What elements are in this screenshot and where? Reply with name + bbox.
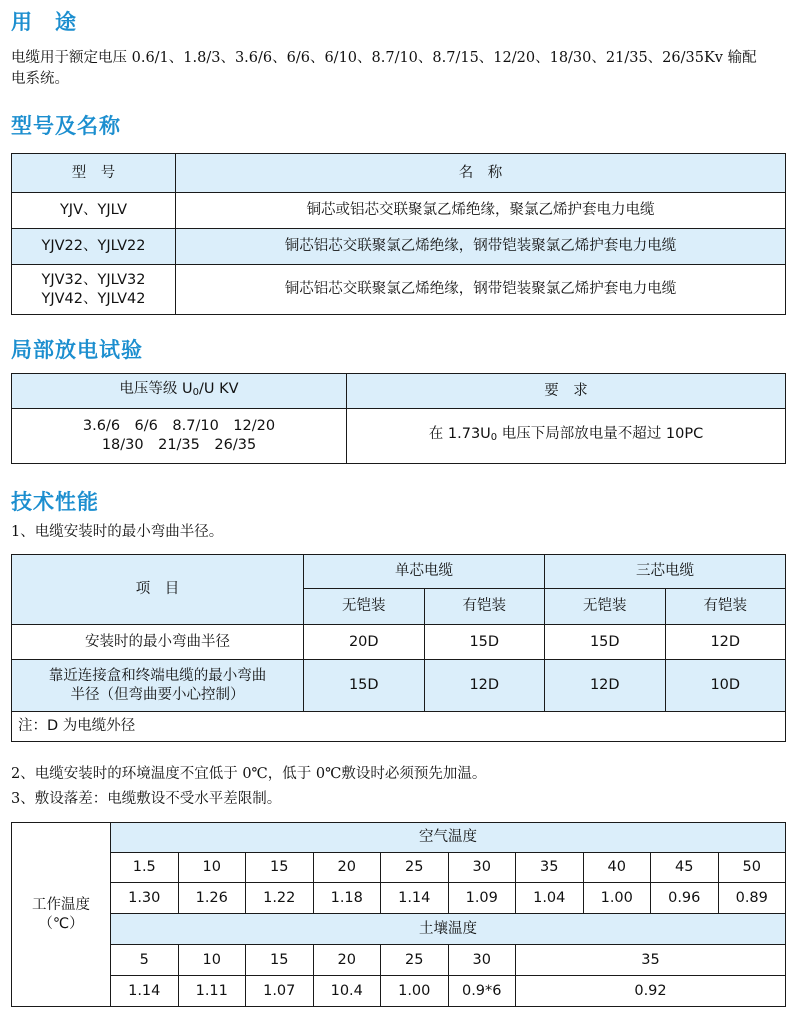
air-factor: 1.09 [448,883,516,914]
soil-factors-row [12,976,786,1007]
models-header-row [12,154,786,193]
bend-note: 注：D 为电缆外径 [12,712,786,742]
discharge-col-voltage: 电压等级 $U_0/U$ KV [12,374,347,409]
temperature-table [11,822,786,1007]
tech-item-3: 3、敷设落差：电缆敷设不受水平差限制。 [11,791,282,807]
air-factor: 1.18 [313,883,381,914]
bend-sub-unarmored: 无铠装 [304,589,425,625]
soil-temp: 20 [313,945,381,976]
soil-factor: 1.11 [178,976,246,1007]
usage-text-line2: 电系统。 [11,71,69,87]
tech-item-2: 2、电缆安装时的环境温度不宜低于 0℃，低于 0℃敷设时必须预先加温。 [11,766,487,782]
air-factor: 1.14 [381,883,449,914]
air-temp-title: 空气温度 [111,823,786,853]
bend-value: 12D [545,660,666,712]
model-cell [12,265,176,315]
air-temp: 25 [381,853,449,883]
name-cell: 铜芯或铝芯交联聚氯乙烯绝缘，聚氯乙烯护套电力电缆 [176,193,786,229]
discharge-table [11,373,786,464]
soil-factor: 0.92 [516,976,786,1007]
model-cell: YJV、YJLV [12,193,176,229]
bend-row-label: 安装时的最小弯曲半径 [12,625,304,660]
usage-text [11,48,757,90]
tech-heading: 技术性能 [11,490,99,514]
bend-header-row [12,555,786,589]
soil-factor: 1.14 [111,976,179,1007]
air-temps-row [12,853,786,883]
air-temp: 30 [448,853,516,883]
discharge-header-row [12,374,786,409]
air-temp: 20 [313,853,381,883]
air-temp: 15 [246,853,314,883]
bend-col-three: 三芯电缆 [545,555,786,589]
soil-temp: 30 [448,945,516,976]
models-table [11,153,786,315]
discharge-col-requirement: 要 求 [347,374,786,409]
bend-value: 15D [304,660,425,712]
bend-col-item: 项 目 [12,555,304,625]
soil-temp: 10 [178,945,246,976]
model-line2: YJV42、YJLV42 [41,290,146,307]
air-temp: 10 [178,853,246,883]
air-factor: 1.04 [516,883,584,914]
bend-value: 12D [665,625,786,660]
requirement-cell: 在 $1.73U_0$ 电压下局部放电量不超过 10PC [347,409,786,464]
name-cell: 铜芯铝芯交联聚氯乙烯绝缘，钢带铠装聚氯乙烯护套电力电缆 [176,265,786,315]
soil-factor: 1.00 [381,976,449,1007]
models-heading: 型号及名称 [11,114,121,138]
bend-value: 12D [424,660,545,712]
soil-factor: 0.9*6 [448,976,516,1007]
soil-temp-title: 土壤温度 [111,914,786,945]
usage-heading: 用 途 [11,10,77,34]
bend-value: 20D [304,625,425,660]
bend-row-label: 靠近连接盒和终端电缆的最小弯曲 半径（但弯曲要小心控制） [12,660,304,712]
air-temp: 1.5 [111,853,179,883]
air-temp: 45 [651,853,719,883]
soil-temp: 15 [246,945,314,976]
air-factor: 0.89 [718,883,786,914]
name-cell: 铜芯铝芯交联聚氯乙烯绝缘，钢带铠装聚氯乙烯护套电力电缆 [176,229,786,265]
usage-text-line1: 电缆用于额定电压 0.6/1、1.8/3、3.6/6、6/6、6/10、8.7/10、8.7/15、12/20、18/30、21/35、26/35Kv 输配 [11,50,757,66]
air-factor: 0.96 [651,883,719,914]
bend-radius-table [11,554,786,742]
models-col-name: 名 称 [176,154,786,193]
air-factor: 1.00 [583,883,651,914]
models-col-model: 型 号 [12,154,176,193]
soil-temp: 35 [516,945,786,976]
bend-value: 10D [665,660,786,712]
bend-note-row [12,712,786,742]
discharge-heading: 局部放电试验 [11,338,143,362]
soil-temp: 25 [381,945,449,976]
table-row [12,409,786,464]
air-factor: 1.30 [111,883,179,914]
air-temp: 50 [718,853,786,883]
table-row [12,660,786,712]
soil-temps-row [12,945,786,976]
air-title-row [12,823,786,853]
bend-sub-armored: 有铠装 [424,589,545,625]
bend-sub-unarmored: 无铠装 [545,589,666,625]
air-temp: 35 [516,853,584,883]
table-row [12,625,786,660]
bend-col-single: 单芯电缆 [304,555,545,589]
table-row [12,193,786,229]
tech-item-1: 1、电缆安装时的最小弯曲半径。 [11,524,224,540]
soil-title-row [12,914,786,945]
bend-value: 15D [424,625,545,660]
air-factor: 1.22 [246,883,314,914]
soil-factor: 10.4 [313,976,381,1007]
soil-temp: 5 [111,945,179,976]
model-line1: YJV32、YJLV32 [41,271,146,288]
voltage-levels-cell: 3.6/6 6/6 8.7/10 12/20 18/30 21/35 26/35 [12,409,347,464]
soil-factor: 1.07 [246,976,314,1007]
air-factor: 1.26 [178,883,246,914]
table-row [12,265,786,315]
table-row [12,229,786,265]
bend-sub-armored: 有铠装 [665,589,786,625]
model-cell: YJV22、YJLV22 [12,229,176,265]
air-temp: 40 [583,853,651,883]
air-factors-row [12,883,786,914]
bend-value: 15D [545,625,666,660]
working-temp-label: 工作温度 （℃） [12,823,111,1007]
